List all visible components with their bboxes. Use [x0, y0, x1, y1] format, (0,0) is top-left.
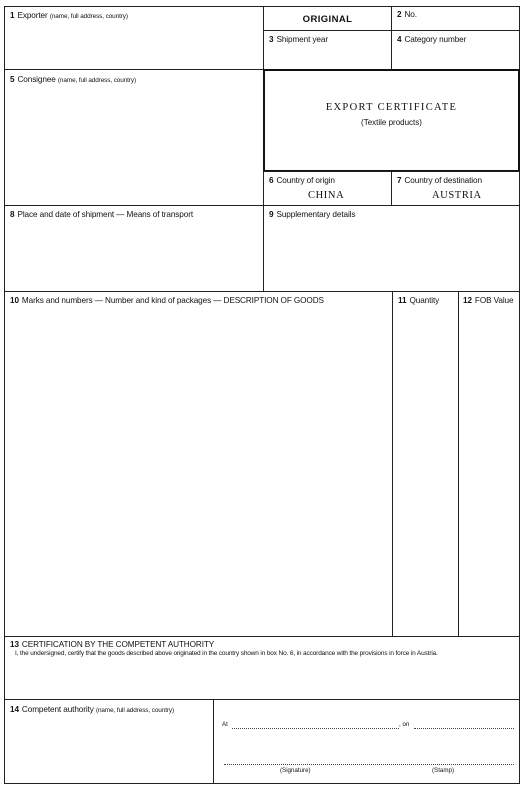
box-number: 2	[397, 10, 402, 19]
box-number: 11	[398, 296, 407, 305]
stamp-caption: (Stamp)	[432, 767, 455, 774]
box-quantity[interactable]	[392, 291, 459, 637]
box-number: 8	[10, 210, 15, 219]
certification-text: I, the undersigned, certify that the goods described above originated in the country shown in box No. 6, in accordance with the provisions in force in Austria.	[15, 650, 438, 657]
field-label: Supplementary details	[276, 210, 356, 219]
box-exporter[interactable]	[4, 6, 264, 70]
box-number: 5	[10, 75, 15, 84]
box-place-date-shipment[interactable]	[4, 205, 264, 292]
box-number: 9	[269, 210, 274, 219]
box-shipment-year[interactable]	[263, 30, 392, 70]
certificate-subtitle: (Textile products)	[361, 118, 422, 127]
field-label: Exporter	[17, 11, 48, 20]
box-number: 14	[10, 705, 19, 714]
box-country-of-destination[interactable]	[391, 171, 520, 206]
box-number: 10	[10, 296, 19, 305]
signature-caption: (Signature)	[280, 767, 311, 774]
box-signature-area	[213, 699, 520, 784]
box-number: 7	[397, 176, 402, 185]
box-description-of-goods[interactable]	[4, 291, 393, 637]
field-label: CERTIFICATION BY THE COMPETENT AUTHORITY	[21, 640, 215, 649]
origin-value: CHINA	[308, 190, 345, 201]
export-certificate-form	[4, 6, 520, 784]
box-number-field[interactable]	[391, 6, 520, 31]
field-label: Country of destination	[404, 176, 482, 185]
certificate-title: EXPORT CERTIFICATE	[325, 102, 458, 113]
box-number: 1	[10, 11, 15, 20]
at-label: At	[222, 721, 228, 728]
field-label: Marks and numbers — Number and kind of packages — DESCRIPTION OF GOODS	[21, 296, 324, 305]
box-consignee[interactable]	[4, 69, 264, 206]
destination-value: AUSTRIA	[432, 190, 482, 201]
box-number: 3	[269, 35, 274, 44]
field-label: Quantity	[409, 296, 440, 305]
on-label: , on	[399, 721, 410, 728]
box-fob-value[interactable]	[458, 291, 520, 637]
box-competent-authority[interactable]	[4, 699, 214, 784]
field-sublabel: (name, full address, country)	[57, 77, 136, 84]
field-label: Shipment year	[276, 35, 328, 44]
field-label: No.	[404, 10, 417, 19]
signature-line[interactable]	[224, 764, 514, 765]
place-line[interactable]	[232, 728, 399, 729]
box-number: 6	[269, 176, 274, 185]
box-supplementary-details[interactable]	[263, 205, 520, 292]
box-number: 12	[463, 296, 472, 305]
box-number: 4	[397, 35, 402, 44]
original-label: ORIGINAL	[302, 14, 353, 25]
field-label: FOB Value	[474, 296, 514, 305]
date-line[interactable]	[414, 728, 514, 729]
box-number: 13	[10, 640, 19, 649]
box-category-number[interactable]	[391, 30, 520, 70]
field-sublabel: (name, full address, country)	[49, 13, 128, 20]
box-original	[263, 6, 392, 31]
field-label: Place and date of shipment — Means of transport	[17, 210, 193, 219]
field-label: Competent authority	[21, 705, 94, 714]
field-sublabel: (name, full address, country)	[95, 707, 175, 714]
field-label: Country of origin	[276, 176, 335, 185]
box-country-of-origin[interactable]	[263, 171, 392, 206]
certificate-title-box	[263, 69, 520, 172]
box-certification	[4, 636, 520, 700]
field-label: Consignee	[17, 75, 56, 84]
field-label: Category number	[404, 35, 467, 44]
